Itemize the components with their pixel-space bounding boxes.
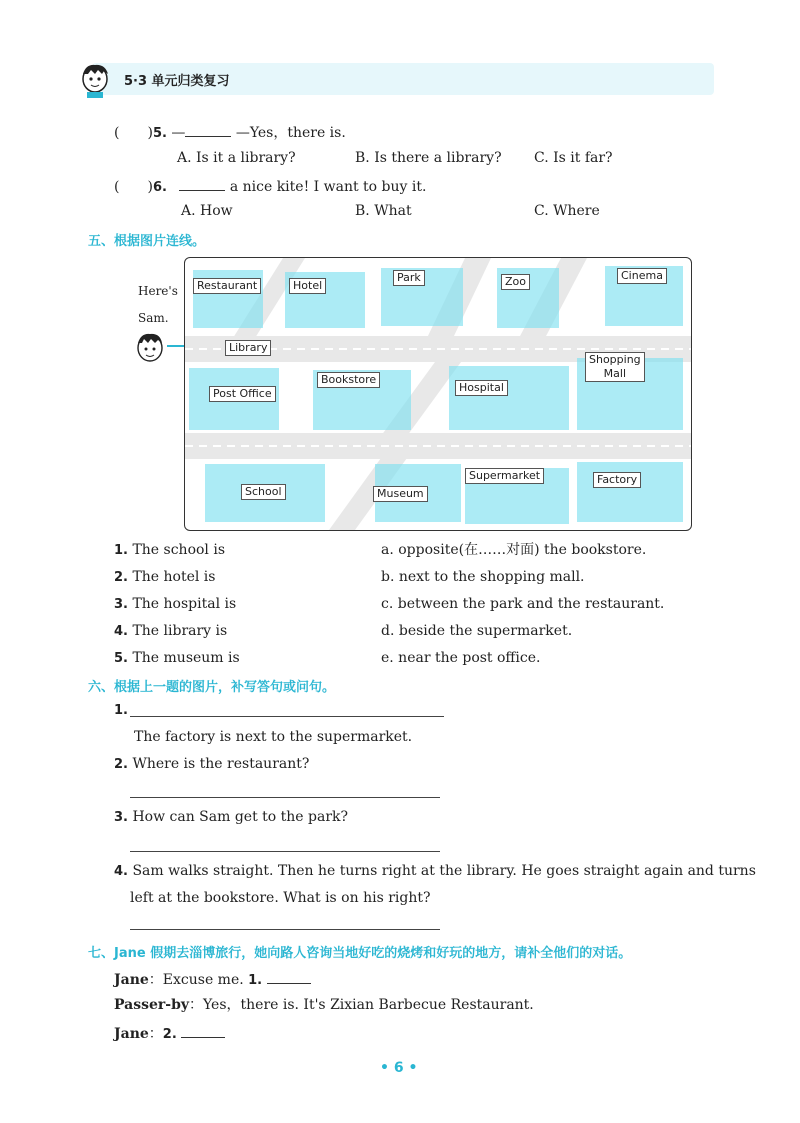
- label-zoo: Zoo: [501, 274, 530, 290]
- question-4-cont: left at the bookstore. What is on his right?: [130, 890, 431, 906]
- header-title: 5·3 单元归类复习: [124, 74, 230, 89]
- label-post-office: Post Office: [209, 386, 276, 402]
- speaker-separator: ：: [148, 1026, 163, 1042]
- label-shopping-mall: [585, 352, 645, 382]
- question-4: [114, 862, 756, 881]
- question-text: Sam walks straight. Then he turns right at the library. He goes straight again and turns: [132, 863, 756, 879]
- label-restaurant: Restaurant: [193, 278, 261, 294]
- question-number: 5.: [152, 126, 167, 141]
- option-c[interactable]: C. Is it far?: [534, 150, 613, 166]
- speaker-separator: ：: [189, 997, 204, 1013]
- answer-line[interactable]: [130, 797, 440, 798]
- match-left-2[interactable]: [114, 568, 215, 587]
- item-text: The school is: [132, 542, 226, 558]
- match-right-b[interactable]: b. next to the shopping mall.: [381, 569, 585, 585]
- option-c[interactable]: C. Where: [534, 203, 600, 219]
- label-supermarket: Supermarket: [465, 468, 544, 484]
- page-number: • 6 •: [380, 1060, 418, 1076]
- section-6-title: 六、根据上一题的图片，补写答句或问句。: [88, 680, 336, 695]
- label-park: Park: [393, 270, 425, 286]
- mascot-avatar: [78, 62, 112, 98]
- question-text: a nice kite! I want to buy it.: [229, 179, 427, 195]
- answer-line[interactable]: [130, 929, 440, 930]
- match-right-c[interactable]: c. between the park and the restaurant.: [381, 596, 665, 612]
- dialogue-text: Excuse me.: [162, 972, 249, 988]
- option-b[interactable]: B. Is there a library?: [355, 150, 502, 166]
- item-number: 1.: [114, 543, 128, 558]
- match-left-5[interactable]: [114, 649, 240, 668]
- question-text: Where is the restaurant?: [132, 756, 310, 772]
- match-right-d[interactable]: d. beside the supermarket.: [381, 623, 573, 639]
- match-left-3[interactable]: [114, 595, 236, 614]
- item-number: 1.: [114, 703, 128, 718]
- item-number: 4.: [114, 624, 128, 639]
- item-text: The hospital is: [132, 596, 237, 612]
- label-mall: Mall: [603, 367, 626, 380]
- question-5: [114, 122, 346, 143]
- question-3: [114, 808, 348, 827]
- item-number: 2.: [114, 570, 128, 585]
- dialogue-line-2: [114, 996, 534, 1014]
- section-5-title: 五、根据图片连线。: [88, 234, 206, 249]
- option-b[interactable]: B. What: [355, 203, 412, 219]
- label-hotel: Hotel: [289, 278, 326, 294]
- match-left-1[interactable]: [114, 541, 225, 560]
- question-2: [114, 755, 309, 774]
- question-6: [114, 176, 426, 197]
- option-a[interactable]: A. Is it a library?: [177, 150, 296, 166]
- dialogue-line-3: [114, 1023, 225, 1044]
- label-bookstore: Bookstore: [317, 372, 380, 388]
- option-a[interactable]: A. How: [181, 203, 233, 219]
- answer-paren: ( ): [114, 179, 153, 195]
- label-shopping: Shopping: [589, 353, 641, 366]
- item-number: 5.: [114, 651, 128, 666]
- question-text: —Yes，there is.: [235, 125, 346, 141]
- question-number: 6.: [152, 180, 167, 195]
- item-text: The library is: [132, 623, 228, 639]
- label-hospital: Hospital: [455, 380, 508, 396]
- answer-paren: ( ): [114, 125, 153, 141]
- blank-number: 1.: [248, 973, 263, 988]
- match-left-4[interactable]: [114, 622, 227, 641]
- answer-blank[interactable]: [179, 176, 225, 191]
- label-school: School: [241, 484, 286, 500]
- here-label: Here's: [138, 284, 178, 298]
- speaker-name: Passer-by: [114, 997, 190, 1013]
- question-dash: —: [171, 125, 186, 141]
- speaker-name: Jane: [114, 1026, 149, 1042]
- section-7-title: 七、Jane 假期去淄博旅行，她向路人咨询当地好吃的烧烤和好玩的地方，请补全他们的对话。: [88, 946, 632, 961]
- speaker-separator: ：: [148, 972, 163, 988]
- answer-blank[interactable]: [267, 969, 311, 984]
- answer-line[interactable]: [130, 716, 444, 717]
- speaker-name: Jane: [114, 972, 149, 988]
- street-map: [184, 257, 692, 531]
- given-answer: The factory is next to the supermarket.: [134, 729, 413, 745]
- item-number: 3.: [114, 810, 128, 825]
- question-text: How can Sam get to the park?: [132, 809, 349, 825]
- match-right-a[interactable]: a. opposite(在……对面) the bookstore.: [381, 542, 647, 558]
- label-cinema: Cinema: [617, 268, 667, 284]
- dialogue-text: Yes，there is. It's Zixian Barbecue Restaurant.: [203, 997, 534, 1013]
- sam-avatar: [134, 331, 166, 365]
- answer-line[interactable]: [130, 851, 440, 852]
- label-factory: Factory: [593, 472, 641, 488]
- item-number: 3.: [114, 597, 128, 612]
- label-library: Library: [225, 340, 271, 356]
- answer-blank[interactable]: [181, 1023, 225, 1038]
- answer-blank[interactable]: [185, 122, 231, 137]
- blank-number: 2.: [162, 1027, 177, 1042]
- label-museum: Museum: [373, 486, 428, 502]
- item-number: 4.: [114, 864, 128, 879]
- item-number: 2.: [114, 757, 128, 772]
- sam-label: Sam.: [138, 311, 169, 325]
- item-text: The hotel is: [132, 569, 216, 585]
- item-text: The museum is: [132, 650, 240, 666]
- match-right-e[interactable]: e. near the post office.: [381, 650, 541, 666]
- dialogue-line-1: [114, 969, 311, 990]
